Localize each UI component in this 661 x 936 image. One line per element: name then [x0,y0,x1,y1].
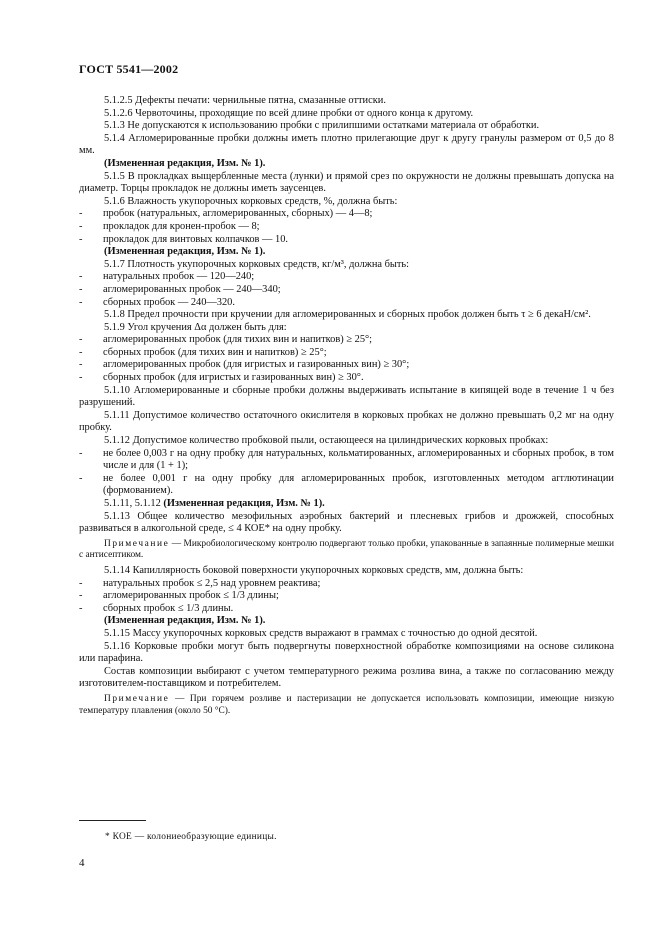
list-dash: - [79,346,83,358]
list-dash: - [79,602,83,614]
list-item: - пробок (натуральных, агломерированных, сборных) — 4—8; [79,208,373,220]
paragraph-5-1-4: 5.1.4 Агломерированные пробки должны иметь плотно прилегающие друг к другу гранулы размером от 0,5 до 8 мм. [79,132,614,157]
revision-note: (Измененная редакция, Изм. № 1). [104,157,266,169]
paragraph-5-1-7: 5.1.7 Плотность укупорочных корковых средств, кг/м³, должна быть: [104,258,410,270]
list-dash: - [79,296,83,308]
paragraph-5-1-12: 5.1.12 Допустимое количество пробковой пыли, остающееся на цилиндрических корковых пробках: [104,435,549,447]
list-dash: - [79,271,83,283]
paragraph-revision-5-1-11-12: 5.1.11, 5.1.12 (Измененная редакция, Изм. № 1). [104,498,325,509]
note: Примечание — Микробиологическому контролю подвергают только пробки, упакованные в запаянные полимерные мешки с антисептиком. [79,538,614,561]
list-item: - сборных пробок — 240—320. [79,296,235,308]
list-item: - натуральных пробок — 120—240; [79,271,255,283]
list-item: - агломерированных пробок — 240—340; [79,283,281,295]
paragraph-5-1-8: 5.1.8 Предел прочности при кручении для агломерированных и сборных пробок должен быть τ ≥ 6 декаН/см². [104,309,591,321]
list-item: - сборных пробок ≤ 1/3 длины. [79,602,234,614]
paragraph-5-1-6: 5.1.6 Влажность укупорочных корковых средств, %, должна быть: [104,195,398,207]
document-body [79,95,614,720]
paragraph-5-1-11: 5.1.11 Допустимое количество остаточного окислителя в корковых пробках не должно превышать 0,2 мг на одну пробку. [79,409,614,434]
footnote-divider [79,820,146,821]
revision-note: (Измененная редакция, Изм. № 1). [104,615,266,627]
footnote: * КОЕ — колониеобразующие единицы. [105,832,277,842]
list-dash: - [79,590,83,602]
list-item: - сборных пробок (для тихих вин и напитков) ≥ 25°; [79,346,327,358]
paragraph-5-1-2-6: 5.1.2.6 Червоточины, проходящие по всей длине пробки от одного конца к другому. [104,107,474,119]
list-item: - агломерированных пробок ≤ 1/3 длины; [79,590,279,602]
list-item: - не более 0,001 г на одну пробку для агломерированных пробок, изготовленных методом агглютинации (формованием). [79,472,614,497]
list-dash: - [79,334,83,346]
list-dash: - [79,372,83,384]
paragraph-5-1-5: 5.1.5 В прокладках выщербленные места (лунки) и прямой срез по окружности не должны превышать допуска на диаметр. Торцы прокладок не должны иметь заусенцев. [79,170,614,195]
list-dash: - [79,359,83,371]
note-label: Примечание [104,538,170,549]
note-label: Примечание [104,693,170,704]
list-dash: - [79,577,83,589]
list-item: - натуральных пробок ≤ 2,5 над уровнем реактива; [79,577,321,589]
list-dash: - [79,472,83,484]
revision-note: (Измененная редакция, Изм. № 1). [104,246,266,258]
note: Примечание — При горячем розливе и пастеризации не допускается использовать композиции, имеющие низкую температуру плавления (около 50 °С). [79,693,614,716]
page-number: 4 [79,857,85,869]
list-item: - сборных пробок (для игристых и газированных вин) ≥ 30°. [79,372,364,384]
list-dash: - [79,283,83,295]
list-dash: - [79,220,83,232]
list-item: - прокладок для винтовых колпачков — 10. [79,233,289,245]
paragraph-5-1-2-5: 5.1.2.5 Дефекты печати: чернильные пятна, смазанные оттиски. [104,95,386,106]
document-header: ГОСТ 5541—2002 [79,62,179,76]
paragraph-5-1-16: 5.1.16 Корковые пробки могут быть подвергнуты поверхностной обработке композициями на основе силикона или парафина. [79,640,614,665]
list-dash: - [79,447,83,459]
list-dash: - [79,208,83,220]
paragraph-5-1-10: 5.1.10 Агломерированные и сборные пробки должны выдерживать испытание в кипящей воде в течение 1 ч без разрушений. [79,384,614,409]
list-item: - не более 0,003 г на одну пробку для натуральных, кольматированных, агломерированных и сборных пробок, в том числе и для (1 + 1); [79,447,614,472]
paragraph-5-1-15: 5.1.15 Массу укупорочных корковых средств выражают в граммах с точностью до одной десятой. [104,627,538,639]
paragraph-5-1-14: 5.1.14 Капиллярность боковой поверхности укупорочных корковых средств, мм, должна быть: [104,564,524,576]
list-dash: - [79,233,83,245]
list-item: - прокладок для кронен-пробок — 8; [79,220,260,232]
paragraph-5-1-9: 5.1.9 Угол кручения Δα должен быть для: [104,321,287,333]
paragraph-composition: Состав композиции выбирают с учетом температурного режима розлива вина, а также по согласованию между изготовителем-поставщиком и потребителем. [79,665,614,690]
paragraph-5-1-3: 5.1.3 Не допускаются к использованию пробки с прилипшими остатками материала от обработки. [104,120,540,132]
list-item: - агломерированных пробок (для игристых и газированных вин) ≥ 30°; [79,359,410,371]
paragraph-5-1-13: 5.1.13 Общее количество мезофильных аэробных бактерий и плесневых грибов и дрожжей, способных развиваться в алкогольной среде, ≤ 4 КОЕ* на одну пробку. [79,510,614,535]
list-item: - агломерированных пробок (для тихих вин и напитков) ≥ 25°; [79,334,373,346]
